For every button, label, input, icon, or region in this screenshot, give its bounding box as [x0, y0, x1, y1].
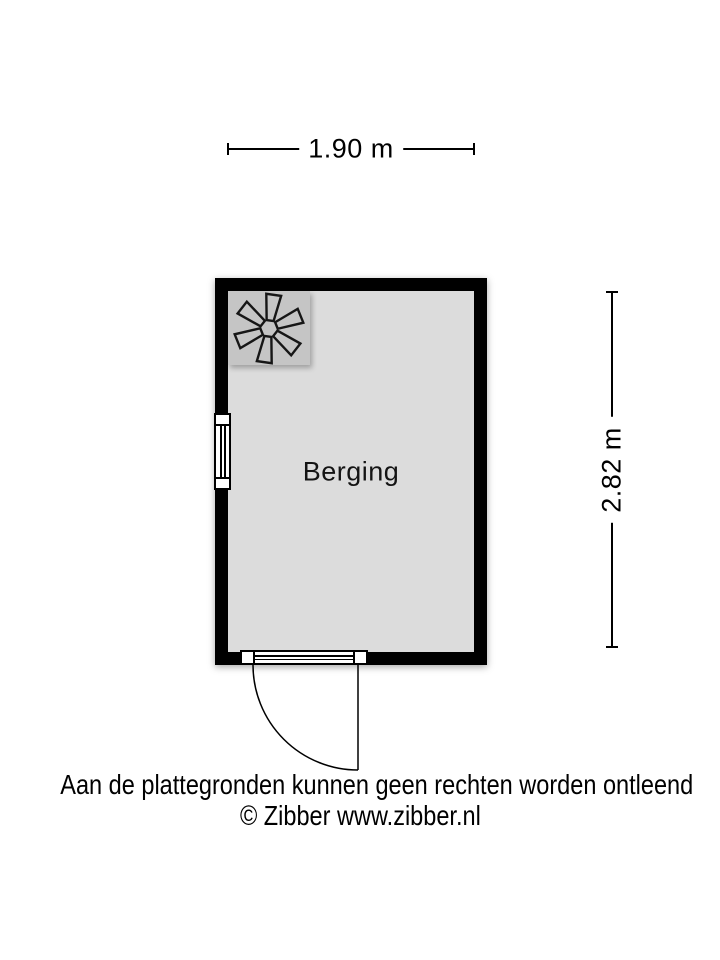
window-glass-line	[220, 426, 222, 477]
fan-icon	[228, 291, 310, 365]
threshold-glass-line	[255, 655, 353, 657]
window-frame-line	[216, 477, 229, 479]
dimension-width-label: 1.90 m	[299, 134, 403, 165]
copyright-line	[0, 800, 720, 831]
dimension-height	[596, 291, 627, 648]
footer	[0, 769, 720, 831]
threshold-frame-line	[353, 652, 355, 663]
room-name-label: Berging	[302, 456, 400, 486]
room-berging	[215, 278, 487, 665]
door-swing-symbol	[240, 663, 372, 775]
dimension-tick-top	[606, 291, 618, 293]
dimension-tick-bottom	[606, 646, 618, 648]
disclaimer-text: Aan de plattegronden kunnen geen rechten worden ontleend	[60, 769, 694, 800]
copyright-text: © Zibber www.zibber.nl	[239, 800, 481, 831]
dimension-tick-left	[227, 143, 229, 155]
dimension-height-label: 2.82 m	[597, 417, 628, 523]
threshold-glass-line	[255, 659, 353, 661]
window-symbol	[214, 413, 231, 490]
dimension-tick-right	[473, 143, 475, 155]
disclaimer-line	[0, 769, 720, 800]
threshold-frame-line	[253, 652, 255, 663]
fan-zone	[228, 291, 310, 365]
window-frame-line	[216, 424, 229, 426]
window-glass-line	[224, 426, 226, 477]
dimension-width	[228, 133, 474, 164]
